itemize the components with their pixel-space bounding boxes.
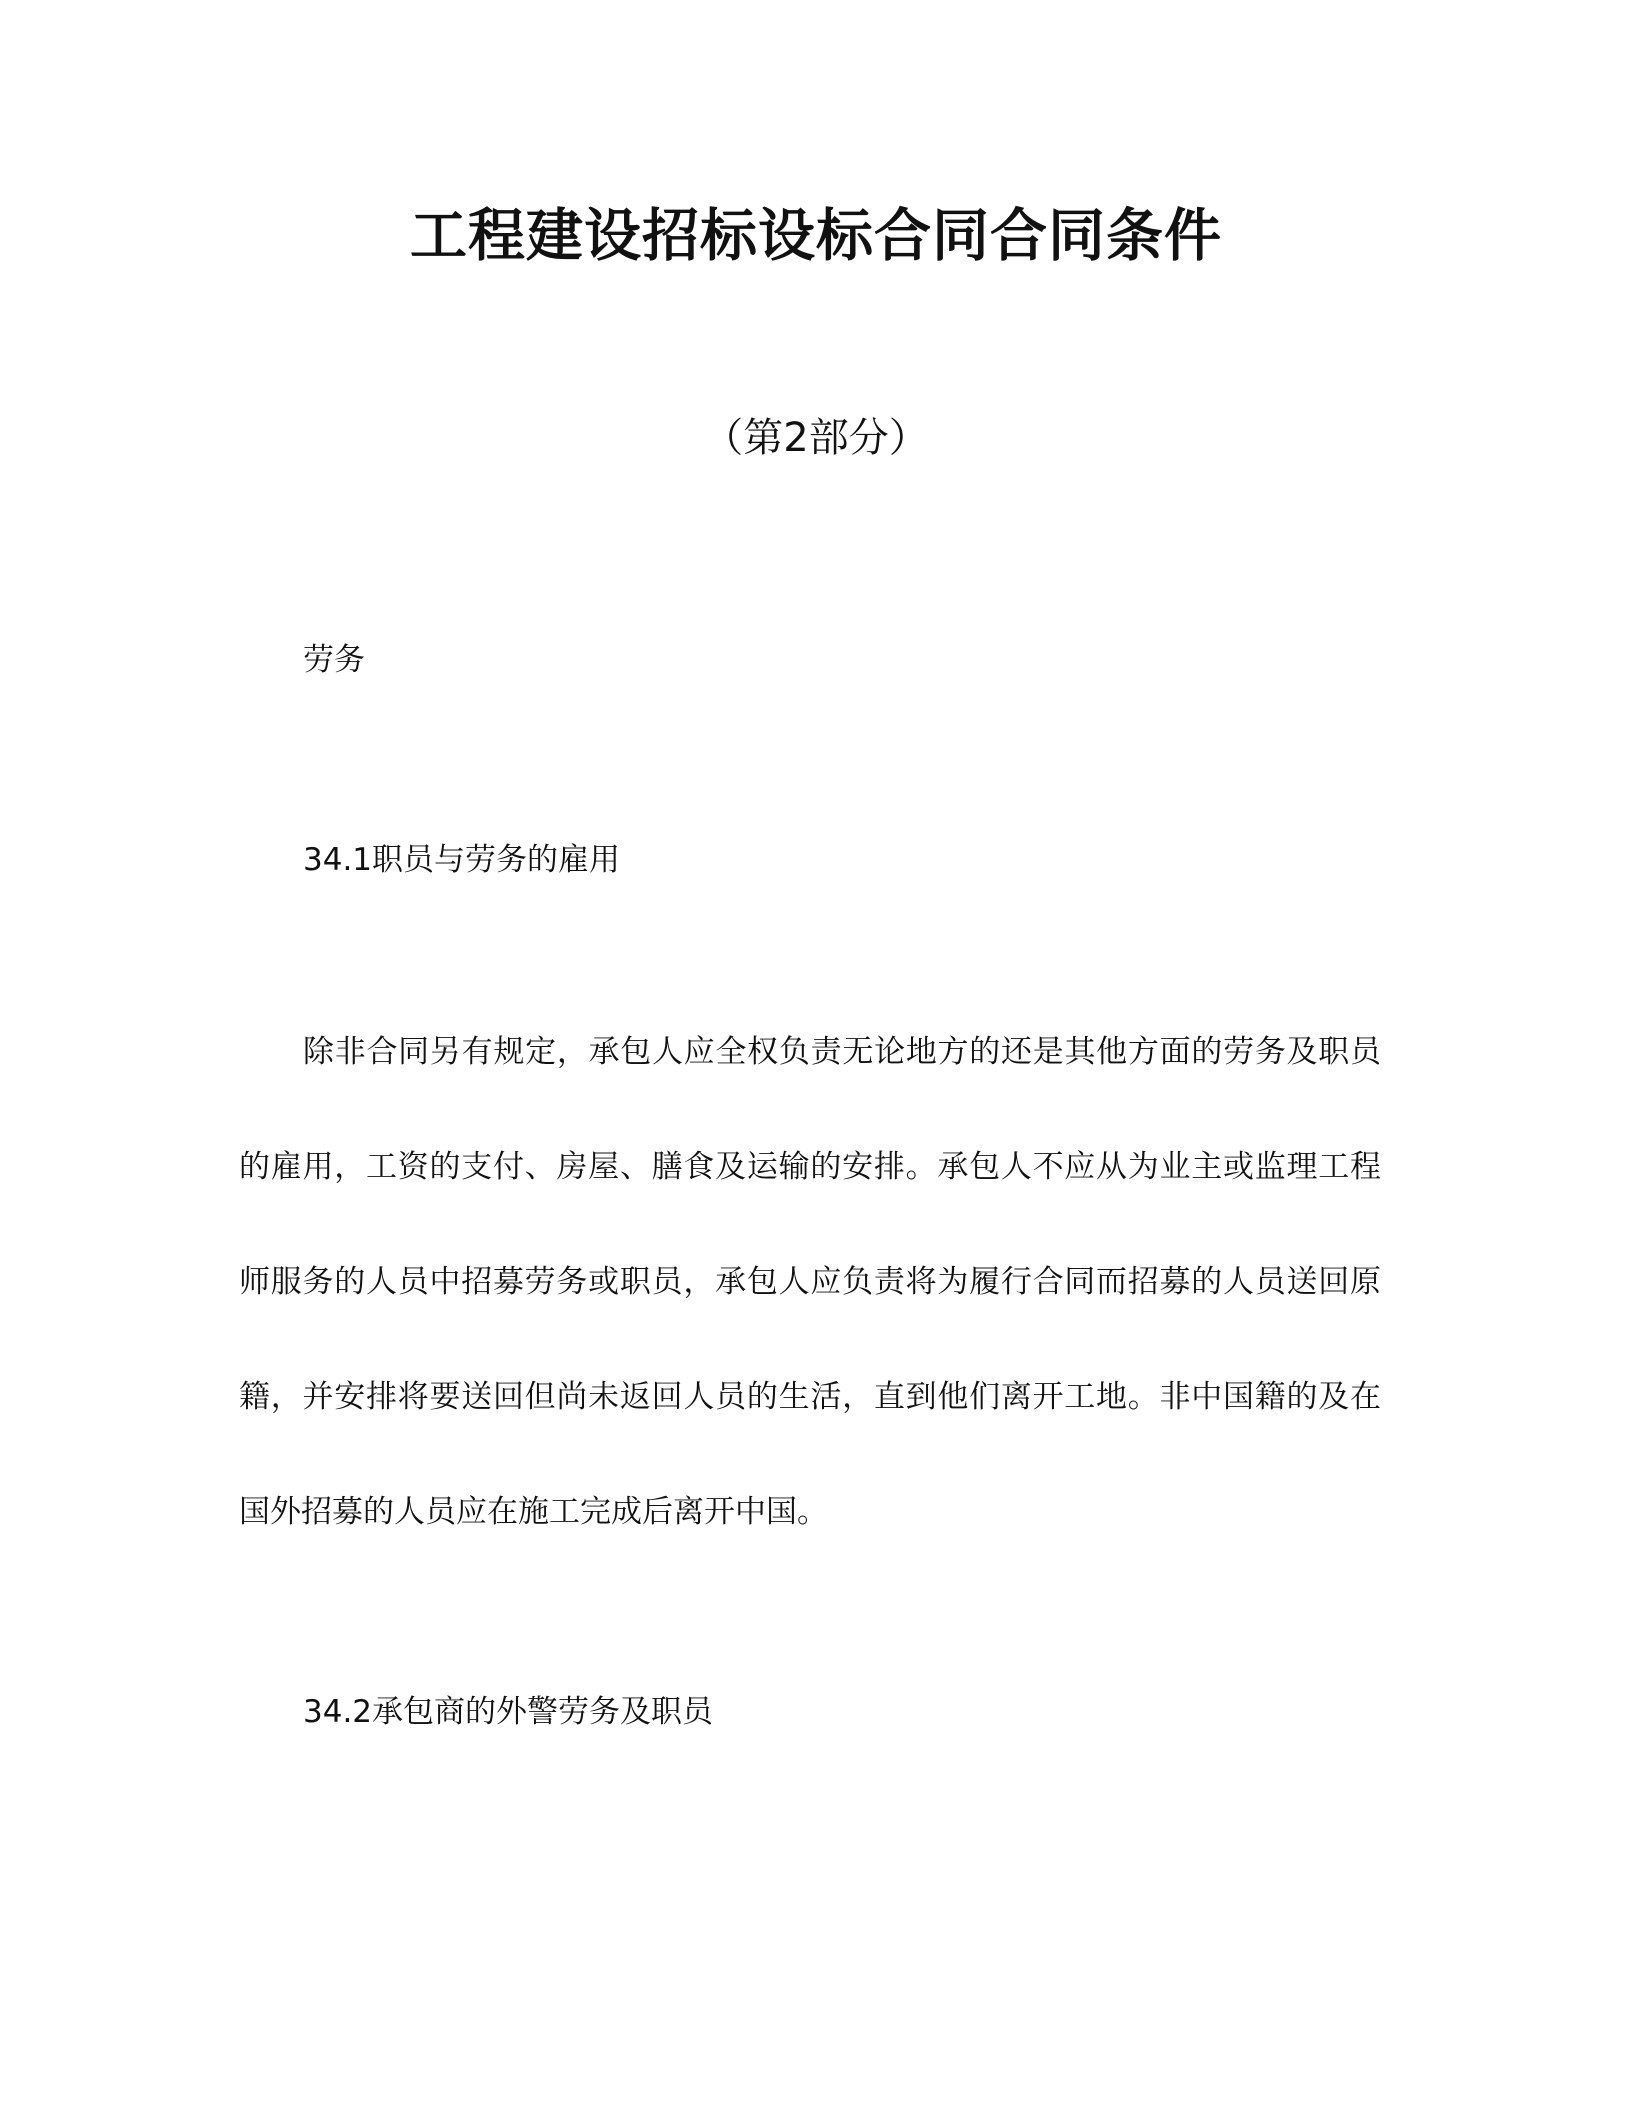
clause-34-1-line-3: 师服务的人员中招募劳务或职员，承包人应负责将为履行合同而招募的人员送回原	[239, 1264, 1381, 1300]
document-title: 工程建设招标设标合同合同条件	[410, 203, 1222, 269]
clause-34-1-heading: 34.1职员与劳务的雇用	[303, 842, 621, 878]
clause-34-1-line-5: 国外招募的人员应在施工完成后离开中国。	[239, 1494, 828, 1530]
clause-34-2-heading: 34.2承包商的外警劳务及职员	[303, 1694, 714, 1730]
clause-34-1-line-4: 籍，并安排将要送回但尚未返回人员的生活，直到他们离开工地。非中国籍的及在	[239, 1379, 1381, 1415]
clause-34-1-line-1: 除非合同另有规定，承包人应全权负责无论地方的还是其他方面的劳务及职员	[303, 1034, 1381, 1070]
document-subtitle: （第2部分）	[703, 415, 929, 461]
clause-34-1-line-2: 的雇用，工资的支付、房屋、膳食及运输的安排。承包人不应从为业主或监理工程	[239, 1149, 1381, 1185]
section-heading: 劳务	[303, 642, 365, 678]
